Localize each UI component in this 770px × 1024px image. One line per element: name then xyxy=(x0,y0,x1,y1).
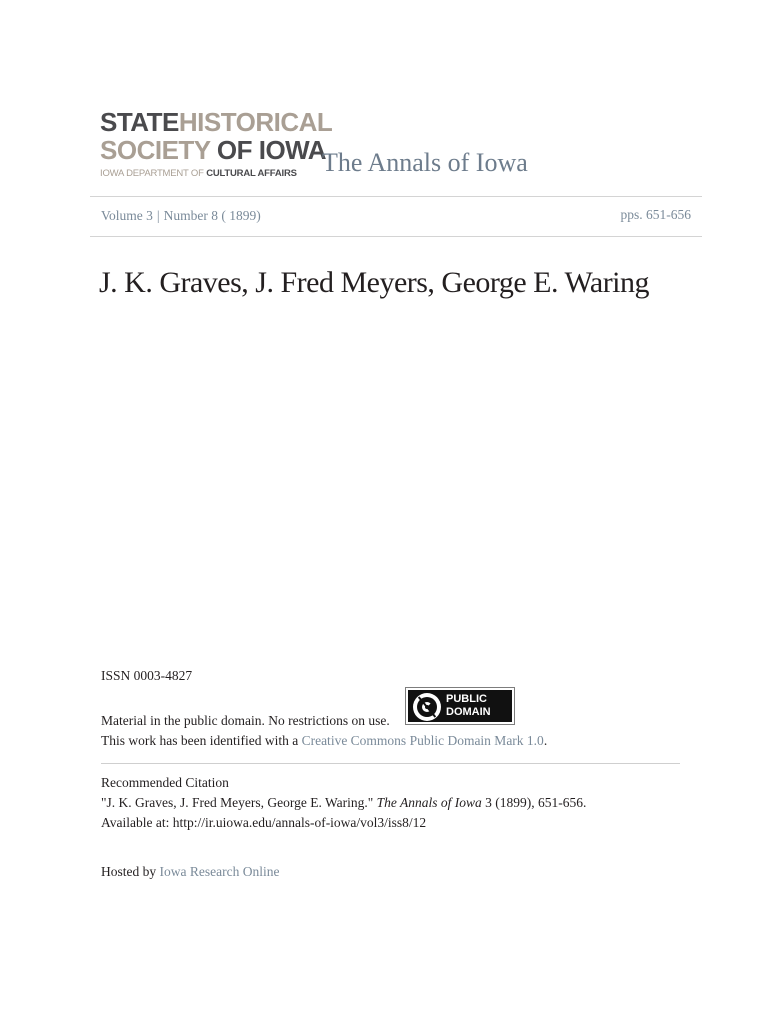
citation-suffix: 3 (1899), 651-656. xyxy=(485,795,587,810)
state-historical-society-logo xyxy=(100,107,333,180)
number-link[interactable]: Number 8 ( 1899) xyxy=(163,208,261,223)
logo-state: STATE xyxy=(100,107,179,137)
license-suffix: . xyxy=(543,733,548,748)
license-prefix: This work has been identified with a xyxy=(101,733,299,748)
header-divider-top xyxy=(90,196,702,197)
header-divider-bottom xyxy=(90,236,702,237)
logo-historical: HISTORICAL xyxy=(178,107,333,137)
citation-heading: Recommended Citation xyxy=(101,775,229,790)
logo-cultural-affairs: CULTURAL AFFAIRS xyxy=(206,168,297,179)
public-domain-icon xyxy=(413,693,441,721)
citation-prefix: "J. K. Graves, J. Fred Meyers, George E. Waring." xyxy=(101,795,374,810)
citation-journal: The Annals of Iowa xyxy=(376,795,482,810)
page-range: pps. 651-656 xyxy=(620,207,691,222)
article-title: J. K. Graves, J. Fred Meyers, George E. Waring xyxy=(99,266,650,299)
citation-divider xyxy=(101,763,680,764)
logo-iowa-department: IOWA DEPARTMENT OF xyxy=(100,168,204,179)
public-domain-badge[interactable] xyxy=(405,687,515,725)
hosted-prefix: Hosted by xyxy=(101,864,157,879)
citation-text xyxy=(101,795,586,811)
iowa-research-online-link[interactable]: Iowa Research Online xyxy=(159,864,280,879)
issue-separator: | xyxy=(156,208,160,223)
license-link[interactable]: Creative Commons Public Domain Mark 1.0 xyxy=(301,733,544,748)
license-note xyxy=(101,733,547,749)
logo-of-iowa: OF IOWA xyxy=(216,135,327,165)
journal-title: The Annals of Iowa xyxy=(322,148,528,177)
logo-society: SOCIETY xyxy=(100,135,211,165)
badge-line-domain: DOMAIN xyxy=(446,706,491,718)
public-domain-statement: Material in the public domain. No restrictions on use. xyxy=(101,713,390,728)
volume-link[interactable]: Volume 3 xyxy=(101,208,153,223)
citation-available[interactable]: Available at: http://ir.uiowa.edu/annals-of-iowa/vol3/iss8/12 xyxy=(101,815,427,830)
issue-info xyxy=(101,208,261,224)
badge-line-public: PUBLIC xyxy=(446,693,487,705)
hosted-by xyxy=(101,864,279,880)
issn: ISSN 0003-4827 xyxy=(101,668,193,683)
